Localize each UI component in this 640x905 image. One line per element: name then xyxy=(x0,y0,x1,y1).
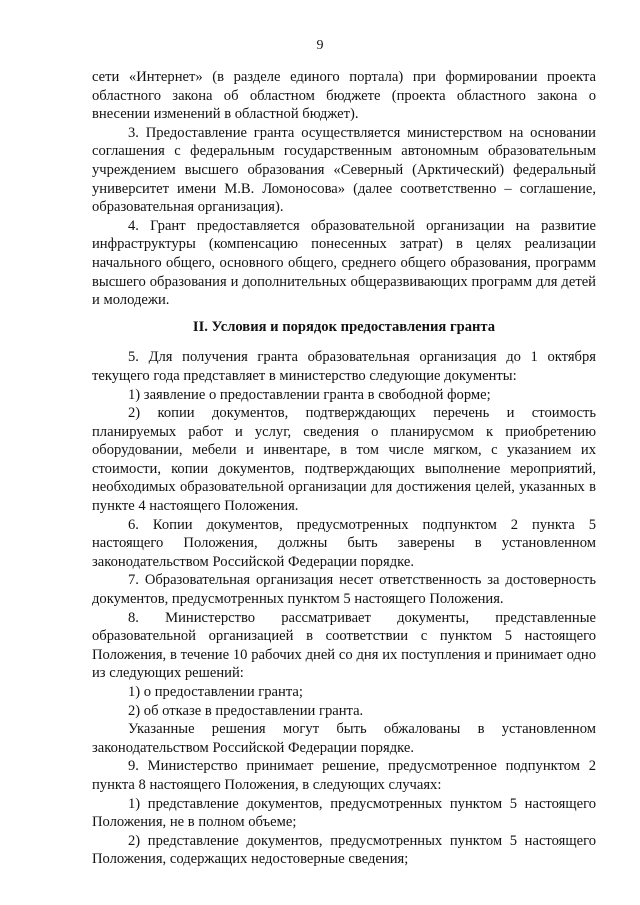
section-heading: II. Условия и порядок предоставления гранта xyxy=(192,318,496,335)
document-body xyxy=(92,68,596,869)
paragraph: 4. Грант предоставляется образовательной организации на развитие инфраструктуры (компенсацию понесенных затрат) в целях реализации начального общего, основного общего, среднего общего образования, программ высшего образования и дополнительных общеразвивающих программ для детей и молодежи. xyxy=(92,217,596,309)
paragraph: сети «Интернет» (в разделе единого портала) при формировании проекта областного закона об областном бюджете (проекта областного закона о внесении изменений в областной бюджет). xyxy=(92,69,596,123)
paragraph: 1) о предоставлении гранта; xyxy=(128,684,303,700)
paragraph: 2) об отказе в предоставлении гранта. xyxy=(128,702,364,719)
paragraph: Указанные решения могут быть обжалованы в установленном законодательством Российской Федерации порядке. xyxy=(92,721,596,756)
paragraph: 9. Министерство принимает решение, предусмотренное подпунктом 2 пункта 8 настоящего Положения, в следующих случаях: xyxy=(92,758,596,793)
paragraph: 5. Для получения гранта образовательная организация до 1 октября текущего года представляет в министерство следующие документы: xyxy=(92,349,596,384)
paragraph: 8. Министерство рассматривает документы, представленные образовательной организацией в соответствии с пунктом 5 настоящего Положения, в течение 10 рабочих дней со дня их поступления и принимает одно из следующих решений: xyxy=(92,609,596,682)
paragraph: 1) представление документов, предусмотренных пунктом 5 настоящего Положения, не в полном объеме; xyxy=(92,795,596,831)
paragraph: 6. Копии документов, предусмотренных подпунктом 2 пункта 5 настоящего Положения, должны быть заверены в установленном законодательством Российской Федерации порядке. xyxy=(92,516,596,570)
paragraph: 2) копии документов, подтверждающих перечень и стоимость планируемых работ и услуг, сведения о планирусмом к приобретению оборудовании, мебели и инвентаре, в том числе мягком, с указанием их стоимости, копии документов, подтверждающих выполнение мероприятий, необходимых образовательной организации для достижения целей, указанных в пункте 4 настоящего Положения. xyxy=(92,405,596,515)
paragraph: 3. Предоставление гранта осуществляется министерством на основании соглашения с федеральным государственным автономным образовательным учреждением высшего образования «Северный (Арктический) федеральный университет имени М.В. Ломоносова» (далее соответственно – соглашение, образовательная организация). xyxy=(92,124,596,216)
page-number: 9 xyxy=(316,38,324,53)
section-two-paragraphs xyxy=(92,348,596,869)
section-intro-paragraphs xyxy=(92,68,596,310)
paragraph: 2) представление документов, предусмотренных пунктом 5 настоящего Положения, содержащих недостоверные сведения; xyxy=(92,832,596,868)
paragraph: 7. Образовательная организация несет ответственность за достоверность документов, предусмотренных пунктом 5 настоящего Положения. xyxy=(92,572,596,608)
paragraph: 1) заявление о предоставлении гранта в свободной форме; xyxy=(128,386,491,403)
